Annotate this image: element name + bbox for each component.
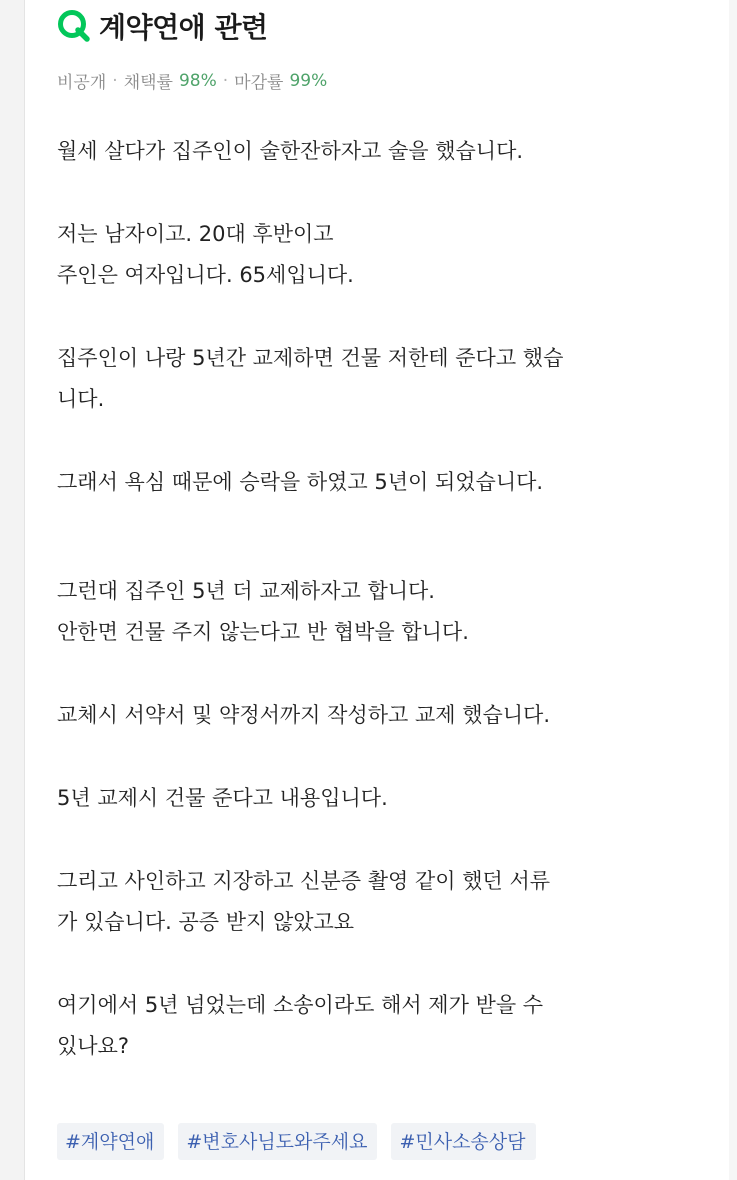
body-line: 안한면 건물 주지 않는다고 반 협박을 합니다. bbox=[57, 620, 469, 644]
body-line: 니다. bbox=[57, 387, 105, 411]
tag-civil-lawsuit[interactable]: #민사소송상담 bbox=[391, 1123, 535, 1160]
body-line: 여기에서 5년 넘었는데 소송이라도 해서 제가 받을 수 bbox=[57, 993, 544, 1017]
q-icon bbox=[57, 9, 91, 43]
question-card bbox=[57, 0, 707, 1153]
question-body bbox=[57, 131, 707, 1067]
right-gutter bbox=[729, 0, 737, 1180]
body-line: 주인은 여자입니다. 65세입니다. bbox=[57, 263, 354, 287]
body-line: 집주인이 나랑 5년간 교제하면 건물 저한테 준다고 했습 bbox=[57, 346, 564, 370]
meta-separator: · bbox=[222, 70, 229, 91]
question-meta bbox=[57, 68, 707, 93]
title-row bbox=[57, 2, 707, 50]
body-line: 5년 교제시 건물 준다고 내용입니다. bbox=[57, 786, 388, 810]
body-line: 그리고 사인하고 지장하고 신분증 촬영 같이 했던 서류 bbox=[57, 869, 551, 893]
body-line: 있나요? bbox=[57, 1034, 130, 1058]
body-line: 가 있습니다. 공증 받지 않았고요 bbox=[57, 910, 355, 934]
tag-contract-dating[interactable]: #계약연애 bbox=[57, 1123, 164, 1160]
body-line: 그런대 집주인 5년 더 교제하자고 합니다. bbox=[57, 579, 435, 603]
adopt-rate-label: 채택률 bbox=[123, 73, 173, 93]
body-line: 월세 살다가 집주인이 술한잔하자고 술을 했습니다. bbox=[57, 139, 524, 163]
close-rate-label: 마감률 bbox=[234, 73, 284, 93]
left-gutter bbox=[0, 0, 25, 1180]
close-rate-value: 99% bbox=[289, 70, 328, 91]
body-line: 저는 남자이고. 20대 후반이고 bbox=[57, 222, 334, 246]
tag-list bbox=[57, 1123, 536, 1160]
body-line: 교체시 서약서 및 약정서까지 작성하고 교제 했습니다. bbox=[57, 703, 551, 727]
adopt-rate-value: 98% bbox=[178, 70, 217, 91]
visibility-label: 비공개 bbox=[57, 73, 107, 93]
question-title: 계약연애 관련 bbox=[99, 11, 268, 44]
meta-separator: · bbox=[112, 70, 118, 91]
body-line: 그래서 욕심 때문에 승락을 하였고 5년이 되었습니다. bbox=[57, 470, 544, 494]
tag-help-lawyer[interactable]: #변호사님도와주세요 bbox=[178, 1123, 377, 1160]
